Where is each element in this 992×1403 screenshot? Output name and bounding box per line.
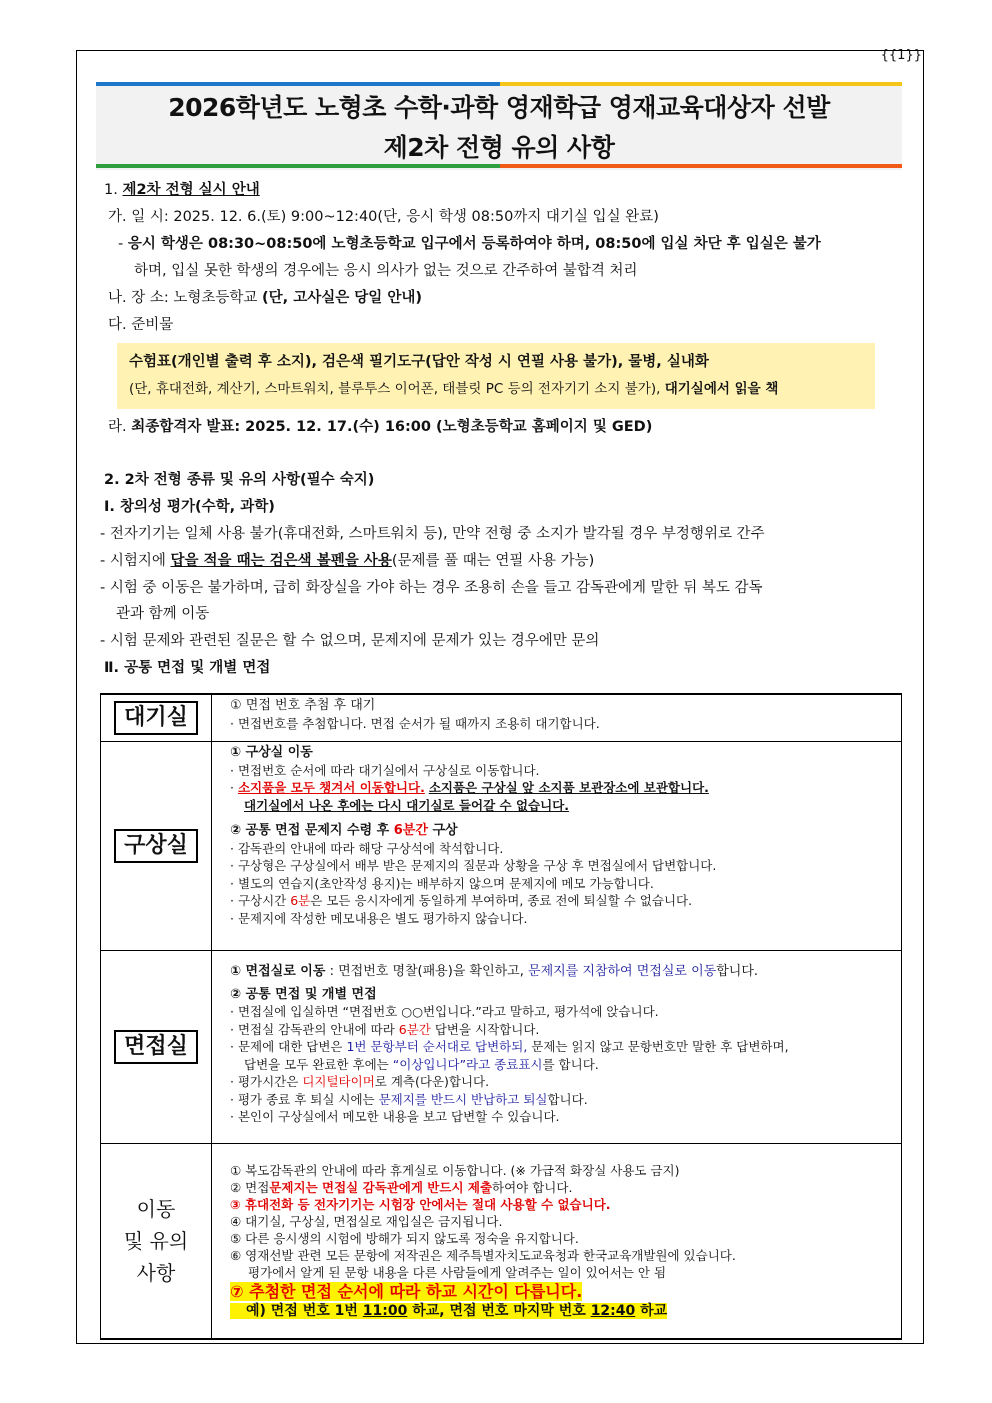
prep-h1: ① 구상실 이동 <box>230 745 313 760</box>
waiting-label-cell <box>101 694 212 742</box>
prep-line-2: (단, 휴대전화, 계산기, 스마트워치, 블루투스 이어폰, 태블릿 PC 등의 전자기기 소지 불가), 대기실에서 읽을 책 <box>129 381 779 397</box>
interview-l5: · 평가시간은 디지털타이머로 계측(다운)합니다. <box>230 1074 490 1089</box>
prep-l1: · 면접번호 순서에 따라 대기실에서 구상실로 이동합니다. <box>230 762 540 778</box>
prep-l4: · 감독관의 안내에 따라 해당 구상석에 착석합니다. <box>230 840 504 856</box>
prep-l8: · 문제지에 작성한 메모내용은 별도 평가하지 않습니다. <box>230 910 528 926</box>
moving-n4: ④ 대기실, 구상실, 면접실로 재입실은 금지됩니다. <box>230 1214 503 1229</box>
moving-example: 예) 면접 번호 1번 11:00 하교, 면접 번호 마지막 번호 12:40 하교 <box>230 1303 901 1320</box>
row-prep <box>101 742 902 951</box>
prep-l6: · 별도의 연습지(초안작성 용지)는 배부하지 않으며 문제지에 메모 가능합니다. <box>230 875 654 891</box>
sec2-i-item-3b: 관과 함께 이동 <box>116 606 210 622</box>
moving-n6: ⑥ 영재선발 관련 모든 문항에 저작권은 제주특별자치도교육청과 한국교육개발원에 있습니다. <box>230 1248 736 1263</box>
moving-label-3: 사항 <box>136 1261 176 1285</box>
prep-l7: · 구상시간 6분은 모든 응시자에게 동일하게 부여하며, 종료 전에 퇴실할 수 없습니다. <box>230 893 693 908</box>
interview-content <box>212 951 902 1144</box>
sec2-i-item-4: - 시험 문제와 관련된 질문은 할 수 없으며, 문제지에 문제가 있는 경우에만 문의 <box>100 633 600 649</box>
sec1-ga: 가. 일 시: 2025. 12. 6.(토) 9:00~12:40(단, 응시 학생 08:50까지 대기실 입실 완료) <box>108 209 659 225</box>
interview-l7: · 본인이 구상실에서 메모한 내용을 보고 답변할 수 있습니다. <box>230 1109 560 1124</box>
moving-label-cell <box>101 1144 212 1340</box>
prep-l3: 대기실에서 나온 후에는 다시 대기실로 들어갈 수 없습니다. <box>244 797 570 813</box>
row-interview <box>101 951 902 1144</box>
sec1-da: 다. 준비물 <box>108 317 174 333</box>
interview-l2: · 면접실 감독관의 안내에 따라 6분간 답변을 시작합니다. <box>230 1021 540 1037</box>
sec1-ra: 라. 최종합격자 발표: 2025. 12. 17.(수) 16:00 (노형초등학교 홈페이지 및 GED) <box>108 419 653 435</box>
row-moving <box>101 1144 902 1340</box>
moving-content <box>212 1144 902 1340</box>
interview-room-label: 면접실 <box>114 1030 198 1064</box>
prep-content <box>212 742 902 951</box>
moving-n1: ① 복도감독관의 안내에 따라 휴게실로 이동합니다. (※ 가급적 화장실 사용도 금지) <box>230 1163 680 1178</box>
waiting-content <box>212 694 902 742</box>
interview-l1: · 면접실에 입실하면 “면접번호 ○○번입니다.”라고 말하고, 평가석에 앉습니다. <box>230 1004 659 1019</box>
interview-h2: ② 공통 면접 및 개별 면접 <box>230 986 377 1002</box>
title-bar-bottom-right <box>500 164 902 168</box>
prep-room-label: 구상실 <box>114 829 198 863</box>
interview-table <box>100 693 902 1340</box>
title-line-2: 제2차 전형 유의 사항 <box>383 133 615 162</box>
interview-h1: ① 면접실로 이동 : 면접번호 명찰(패용)을 확인하고, 문제지를 지참하여 면접실로 이동합니다. <box>230 964 759 979</box>
moving-n6b: 평가에서 알게 된 문항 내용을 다른 사람들에게 알려주는 일이 있어서는 안 됨 <box>248 1265 667 1280</box>
prep-l2: · 소지품을 모두 챙겨서 이동합니다. 소지품은 구상실 앞 소지품 보관장소에 보관합니다. <box>230 780 709 795</box>
row-waiting <box>101 694 902 742</box>
waiting-h1: ① 면접 번호 추첨 후 대기 <box>230 698 376 713</box>
sec1-heading: 1. 제2차 전형 실시 안내 <box>104 182 260 198</box>
moving-n5: ⑤ 다른 응시생의 시험에 방해가 되지 않도록 정숙을 유지합니다. <box>230 1231 579 1246</box>
waiting-l1: · 면접번호를 추첨합니다. 면접 순서가 될 때까지 조용히 대기합니다. <box>230 715 600 731</box>
title-line-1: 2026학년도 노형초 수학·과학 영재학급 영재교육대상자 선발 <box>168 93 830 122</box>
interview-l6: · 평가 종료 후 퇴실 시에는 문제지를 반드시 반납하고 퇴실합니다. <box>230 1091 588 1107</box>
moving-label-1: 이동 <box>136 1197 176 1221</box>
prep-h2: ② 공통 면접 문제지 수령 후 6분간 구상 <box>230 823 458 838</box>
interview-l3: · 문제에 대한 답변은 1번 문항부터 순서대로 답변하되, 문제는 읽지 않고 문항번호만 말한 후 답변하며, <box>230 1039 789 1054</box>
sec2-ii-heading: Ⅱ. 공통 면접 및 개별 면접 <box>104 660 271 676</box>
prep-label-cell <box>101 742 212 951</box>
moving-n3: ③ 휴대전화 등 전자기기는 시험장 안에서는 절대 사용할 수 없습니다. <box>230 1197 611 1212</box>
prep-l5: · 구상형은 구상실에서 배부 받은 문제지의 질문과 상황을 구상 후 면접실에서 답변합니다. <box>230 858 717 873</box>
sec2-i-item-1: - 전자기기는 일체 사용 불가(휴대전화, 스마트워치 등), 만약 전형 중 소지가 발각될 경우 부정행위로 간주 <box>100 526 765 542</box>
interview-l4: 답변을 모두 완료한 후에는 “이상입니다”라고 종료표시를 합니다. <box>244 1056 599 1072</box>
sec2-heading: 2. 2차 전형 종류 및 유의 사항(필수 숙지) <box>104 472 375 488</box>
prep-line-1: 수험표(개인별 출력 후 소지), 검은색 필기도구(답안 작성 시 연필 사용 불가), 물병, 실내화 <box>129 354 709 370</box>
sec1-na: 나. 장 소: 노형초등학교 (단, 고사실은 당일 안내) <box>108 290 422 306</box>
title-bar-top-right <box>500 82 902 86</box>
moving-n7: ⑦ 추첨한 면접 순서에 따라 하교 시간이 다릅니다. <box>230 1282 583 1301</box>
waiting-room-label: 대기실 <box>114 701 198 735</box>
sec1-ga-note-1: - 응시 학생은 08:30~08:50에 노형초등학교 입구에서 등록하여야 하며, 08:50에 입실 차단 후 입실은 불가 <box>118 236 821 252</box>
moving-label-2: 및 유의 <box>123 1229 189 1253</box>
title-bar-top-left <box>96 82 500 86</box>
title-bar-bottom-left <box>96 164 500 168</box>
page-number: {{1}} <box>880 48 922 63</box>
sec2-i-item-3a: - 시험 중 이동은 불가하며, 급히 화장실을 가야 하는 경우 조용히 손을 들고 감독관에게 말한 뒤 복도 감독 <box>100 580 763 596</box>
sec1-ga-note-2: 하며, 입실 못한 학생의 경우에는 응시 의사가 없는 것으로 간주하여 불합격 처리 <box>134 263 638 279</box>
sec2-i-heading: Ⅰ. 창의성 평가(수학, 과학) <box>104 499 275 515</box>
interview-label-cell <box>101 951 212 1144</box>
moving-n2: ② 면접문제지는 면접실 감독관에게 반드시 제출하여야 합니다. <box>230 1180 573 1195</box>
sec2-i-item-2: - 시험지에 답을 적을 때는 검은색 볼펜을 사용(문제를 풀 때는 연필 사용 가능) <box>100 553 595 569</box>
